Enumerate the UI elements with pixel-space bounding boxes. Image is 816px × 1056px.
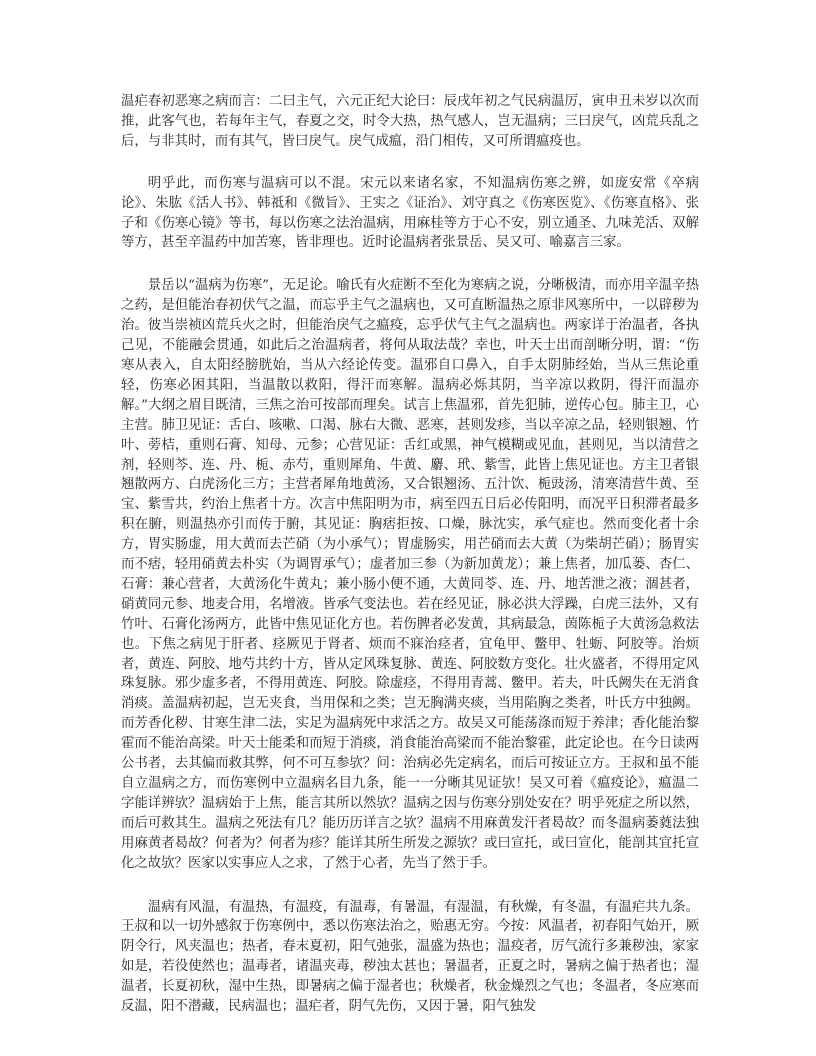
paragraph-4: 温病有风温，有温热，有温疫，有温毒，有暑温，有湿温，有秋燥，有冬温，有温疟共九条。王叔和以一切外感叙于伤寒例中，悉以伤寒法治之，贻惠无穷。今按：风温者，初春阳气始开，厥阴令行，风夹温也；热者，春末夏初，阳气弛张，温盛为热也；温疫者，厉气流行多兼秽浊，家家如是，若役使然也；温毒者，诸温夹毒，秽浊太甚也；暑温者，正夏之时，暑病之偏于热者也；湿温者，长夏初秋，湿中生热，即暑病之偏于湿者也；秋燥者，秋金燥烈之气也；冬温者，冬应寒而反温，阳不潜藏，民病温也；温疟者，阴气先伤，又因于暑，阳气独发 (121, 899, 699, 1015)
document-page (121, 92, 699, 1017)
paragraph-3: 景岳以“温病为伤寒”，无足论。喻氏有火症断不至化为寒病之说，分晰极清，而亦用辛温辛热之药，是但能治春初伏气之温，而忘乎主气之温病也，又可直断温热之原非风寒所中，一以辟秽为治。彼当崇祯凶荒兵火之时，但能治戾气之瘟疫，忘乎伏气主气之温病也。两家详于治温者，各执己见，不能融会贯通，如此后之治温病者，将何从取法哉？幸也，叶天士出而剖晰分明，谓：“伤寒从表入，自太阳经膀胱始，当从六经论传变。温邪自口鼻入，自手太阴肺经始，当从三焦论重轻，伤寒必困其阳，当温散以救阳，得汗而寒解。温病必烁其阴，当辛凉以救阴，得汗而温亦解。”大纲之眉目既清，三焦之治可按部而理矣。试言上焦温邪，首先犯肺，逆传心包。肺主卫，心主营。肺卫见证：舌白、咳嗽、口渴、脉右大微、恶寒，甚则发疹，当以辛凉之品，轻则银翘、竹叶、蒡桔，重则石膏、知母、元参；心营见证：舌红或黑，神气模糊或见血，甚则见，当以清营之剂，轻则芩、连、丹、栀、赤芍，重则犀角、牛黄、麝、玳、紫雪，此皆上焦见证也。方主卫者银翘散两方、白虎汤化三方；主营者犀角地黄汤，又合银翘汤、五汁饮、栀豉汤，清寒清营牛黄、至宝、紫雪共，约治上焦者十方。次言中焦阳明为市，病至四五日后必传阳明，而况平日积滞者最多积在腑，则温热亦引而传于腑，其见证：胸痞拒按、口燥，脉沈实，承气症也。然而变化者十余方，胃实肠虚，用大黄而去芒硝（为小承气）；胃虚肠实，用芒硝而去大黄（为柴胡芒硝）；肠胃实而不痞，轻用硝黄去朴实（为调胃承气）；虚者加三参（为新加黄龙）；兼上焦者，加瓜蒌、杏仁、石膏：兼心营者，大黄汤化牛黄丸；兼小肠小便不通，大黄同苓、连、丹、地苦泄之液；涸甚者，硝黄同元参、地麦合用，名增液。皆承气变法也。若在经见证，脉必洪大浮躁，白虎三法外，又有竹叶、石膏化汤两方，此皆中焦见证化方也。若伤脾者必发黄，其病最急，茵陈栀子大黄汤急救法也。下焦之病见于肝者、痉厥见于肾者、烦而不寐治痉者，宜龟甲、鳖甲、牡蛎、阿胶等。治烦者，黄连、阿胶、地芍共约十方，皆从定风珠复脉、黄连、阿胶数方变化。壮火盛者，不得用定风珠复脉。邪少虚多者，不得用黄连、阿胶。除虚痉，不得用青蒿、鳖甲。若夫，叶氏阙失在无消食消痰。盖温病初起，岂无夹食，当用保和之类；岂无胸满夹痰，当用陷胸之类者，叶氏方中独阙。而芳香化秽、甘寒生津二法，实足为温病死中求活之方。故吴又可能荡涤而短于养津；香化能治黎霍而不能治高梁。叶天士能柔和而短于消痰，消食能治高梁而不能治黎霍，此定论也。在今日读两公书者，去其偏而救其弊，何不可互参欤？问：治病必先定病名，而后可按证立方。王叔和虽不能自立温病之方，而伤寒例中立温病名目九条，能一一分晰其见证欤！吴又可着《瘟疫论》，瘟温二字能详辨欤？温病始于上焦，能言其所以然欤？温病之因与伤寒分别处安在？明乎死症之所以然，而后可救其生。温病之死法有几？能历历详言之欤？温病不用麻黄发汗者曷故？而冬温病萎蕤法独用麻黄者曷故？何者为？何者为疹？能详其所生所发之源欤？或曰宣托，或曰宣化，能剖其宜托宣化之故欤？医家以实事应人之求，了然于心者，先当了然于手。 (121, 278, 699, 871)
paragraph-1: 温疟春初恶寒之病而言：二曰主气，六元正纪大论曰：辰戌年初之气民病温厉，寅申丑未岁以次而推，此客气也，若每年主气，春夏之交，时令大热，热气感人，岂无温病；三曰戾气，凶荒兵乱之后，与非其时，而有其气，皆曰戾气。戾气成瘟，沿门相传，又可所谓瘟疫也。 (121, 94, 699, 149)
paragraph-2: 明乎此，而伤寒与温病可以不混。宋元以来诸名家，不知温病伤寒之辨，如庞安常《卒病论》、朱肱《活人书》、韩祗和《微旨》、王实之《证治》、刘守真之《伤寒医览》、《伤寒直格》、张子和《伤寒心镜》等书，每以伤寒之法治温病，用麻桂等方于心不安，别立通圣、九味羌活、双解等方，甚至辛温药中加苦寒，皆非理也。近时论温病者张景岳、吴又可、喻嘉言三家。 (121, 175, 699, 251)
